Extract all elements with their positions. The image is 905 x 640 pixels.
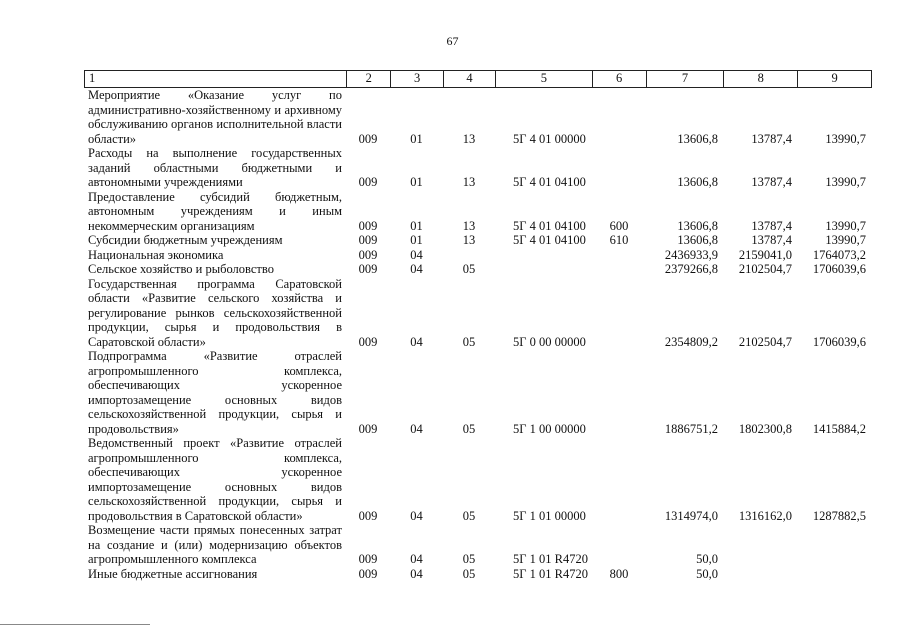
row-year1: 2379266,8 — [664, 262, 718, 276]
row-vr: 800 — [609, 566, 629, 581]
row-ved: 009 — [358, 508, 378, 523]
row-rz: 04 — [410, 421, 423, 436]
row-csr: 5Г 4 01 04100 — [513, 175, 586, 189]
row-ved: 009 — [358, 552, 378, 566]
row-name: Сельское хозяйство и рыболовство — [88, 262, 274, 276]
row-year1: 1314974,0 — [664, 508, 718, 523]
row-pr: 13 — [462, 233, 476, 247]
row-csr: 5Г 1 01 00000 — [513, 508, 586, 523]
row-year3: 1706039,6 — [812, 262, 866, 276]
row-year3: 1287882,5 — [812, 508, 866, 523]
header-cell: 8 — [723, 71, 797, 87]
row-name: Предоставление субсидий бюджетным, автономным учреждениям и иным некоммерческим организациям — [88, 189, 342, 233]
row-year3: 13990,7 — [825, 131, 866, 146]
row-pr: 05 — [462, 508, 476, 523]
row-year2: 13787,4 — [751, 175, 792, 189]
row-csr: 5Г 4 01 00000 — [513, 131, 586, 146]
row-year1: 13606,8 — [677, 175, 718, 189]
table-row — [84, 567, 872, 582]
row-year2: 2102504,7 — [738, 262, 792, 276]
table-row — [84, 146, 872, 190]
row-name: Расходы на выполнение государственных заданий областными бюджетными и автономными учреждениями — [88, 146, 342, 189]
row-rz: 04 — [410, 508, 423, 523]
row-ved: 009 — [358, 334, 378, 349]
row-rz: 01 — [410, 233, 423, 247]
table-row — [84, 248, 872, 263]
table-row — [84, 190, 872, 234]
row-year3: 13990,7 — [825, 233, 866, 247]
header-cell: 3 — [390, 71, 443, 87]
row-pr: 05 — [462, 262, 476, 276]
row-rz: 01 — [410, 131, 423, 146]
row-csr: 5Г 4 01 04100 — [513, 218, 586, 233]
row-csr: 5Г 1 01 R4720 — [513, 566, 588, 581]
row-ved: 009 — [358, 233, 378, 247]
row-year2: 1316162,0 — [738, 508, 792, 523]
footer-rule — [0, 624, 150, 625]
row-ved: 009 — [358, 566, 378, 581]
row-year2: 1802300,8 — [738, 421, 792, 436]
row-ved: 009 — [358, 131, 378, 146]
row-year3: 13990,7 — [825, 218, 866, 233]
row-pr: 05 — [462, 566, 476, 581]
row-year3: 1706039,6 — [812, 334, 866, 349]
row-year1: 13606,8 — [677, 131, 718, 146]
row-year3: 1764073,2 — [812, 247, 866, 262]
row-ved: 009 — [358, 218, 378, 233]
row-vr: 600 — [609, 218, 629, 233]
row-name: Мероприятие «Оказание услуг по административно-хозяйственному и архивному обслуживанию органов исполнительной власти области» — [88, 88, 342, 146]
row-csr: 5Г 0 00 00000 — [513, 334, 586, 349]
table-row — [84, 436, 872, 523]
header-cell: 4 — [443, 71, 495, 87]
row-pr: 13 — [462, 175, 476, 189]
row-year1: 2436933,9 — [664, 247, 718, 262]
header-cell: 6 — [592, 71, 646, 87]
row-pr: 05 — [462, 552, 476, 566]
row-year2: 2159041,0 — [738, 247, 792, 262]
row-year1: 13606,8 — [677, 218, 718, 233]
row-csr: 5Г 1 01 R4720 — [513, 552, 588, 566]
table-row — [84, 88, 872, 146]
row-rz: 01 — [410, 218, 423, 233]
header-cell: 5 — [495, 71, 592, 87]
row-name: Иные бюджетные ассигнования — [88, 566, 258, 581]
row-year2: 13787,4 — [751, 233, 792, 247]
header-cell: 1 — [89, 71, 96, 85]
row-year3: 1415884,2 — [812, 421, 866, 436]
row-name: Субсидии бюджетным учреждениям — [88, 233, 283, 247]
table-header — [84, 70, 872, 88]
row-pr: 13 — [462, 218, 476, 233]
table-row — [84, 277, 872, 350]
table-row — [84, 233, 872, 248]
budget-table — [84, 70, 872, 581]
row-name: Национальная экономика — [88, 247, 224, 262]
row-ved: 009 — [358, 421, 378, 436]
row-year2: 13787,4 — [751, 218, 792, 233]
page-number: 67 — [446, 34, 459, 48]
row-rz: 04 — [410, 262, 423, 276]
row-year3: 13990,7 — [825, 175, 866, 189]
row-name: Возмещение части прямых понесенных затрат на создание и (или) модернизацию объектов агропромышленного комплекса — [88, 523, 342, 566]
row-rz: 04 — [410, 552, 423, 566]
table-row — [84, 262, 872, 277]
row-pr: 05 — [462, 421, 476, 436]
row-year1: 50,0 — [696, 566, 718, 581]
row-year1: 13606,8 — [677, 233, 718, 247]
header-cell: 7 — [646, 71, 724, 87]
row-csr: 5Г 1 00 00000 — [513, 421, 586, 436]
row-rz: 04 — [410, 334, 423, 349]
table-row — [84, 523, 872, 567]
row-name: Подпрограмма «Развитие отраслей агропромышленного комплекса, обеспечивающих ускоренное импортозамещение основных видов сельскохозяйственной продукции, сырья и продовольствия» — [88, 349, 342, 436]
row-ved: 009 — [358, 175, 378, 189]
row-year2: 13787,4 — [751, 131, 792, 146]
row-vr: 610 — [609, 233, 629, 247]
row-year1: 1886751,2 — [664, 421, 718, 436]
row-rz: 04 — [410, 566, 423, 581]
row-pr: 05 — [462, 334, 476, 349]
row-name: Государственная программа Саратовской области «Развитие сельского хозяйства и регулирование рынков сельскохозяйственной продукции, сырья и продовольствия в Саратовской области» — [88, 276, 342, 349]
row-name: Ведомственный проект «Развитие отраслей агропромышленного комплекса, обеспечивающих ускоренное импортозамещение основных видов сельскохозяйственной продукции, сырья и продовольствия в Саратовской области» — [88, 436, 342, 523]
row-csr: 5Г 4 01 04100 — [513, 233, 586, 247]
row-ved: 009 — [358, 247, 378, 262]
table-row — [84, 349, 872, 436]
header-cell: 9 — [797, 71, 871, 87]
row-pr: 13 — [462, 131, 476, 146]
row-year1: 2354809,2 — [664, 334, 718, 349]
row-year2: 2102504,7 — [738, 334, 792, 349]
row-year1: 50,0 — [696, 552, 718, 566]
row-rz: 04 — [410, 247, 423, 262]
header-cell: 2 — [346, 71, 390, 87]
row-ved: 009 — [358, 262, 378, 276]
row-rz: 01 — [410, 175, 423, 189]
